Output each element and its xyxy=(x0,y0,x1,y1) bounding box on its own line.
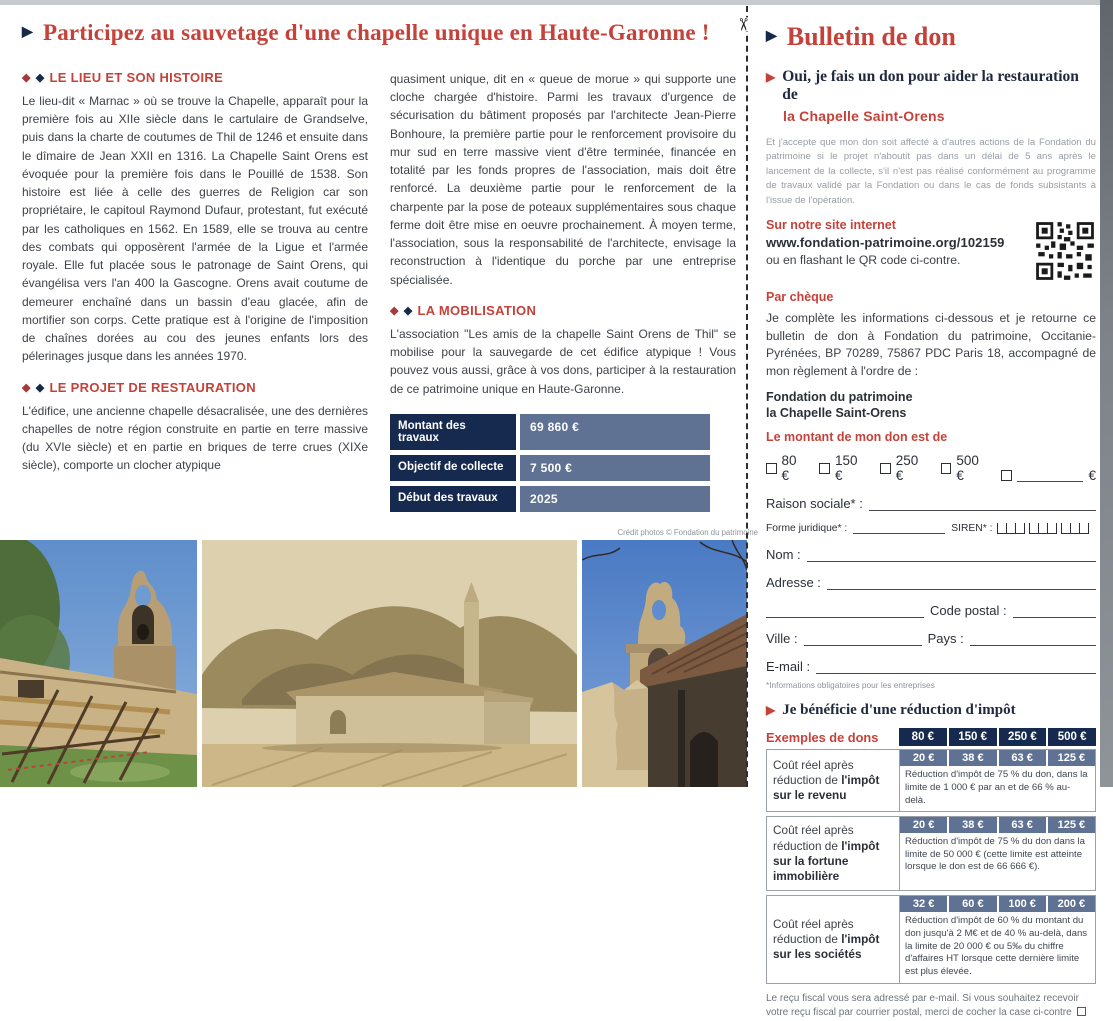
article-columns xyxy=(22,70,736,517)
pledge-line1: Oui, je fais un don pour aider la restauration de xyxy=(782,68,1079,103)
tax-value: 38 € xyxy=(949,750,996,766)
tax-row-revenu xyxy=(766,749,1096,812)
photo-bell-tower xyxy=(582,540,747,787)
tax-amount-header: 150 € xyxy=(949,728,997,746)
amount-label: 80 € xyxy=(781,453,797,484)
payee-line2: la Chapelle Saint-Orens xyxy=(766,405,907,420)
amount-option-500[interactable] xyxy=(941,453,989,483)
tax-value: 20 € xyxy=(900,817,947,833)
section-heading-mobilisation xyxy=(390,303,736,318)
stat-value: 7 500 € xyxy=(520,455,710,481)
field-label: Forme juridique* : xyxy=(766,523,848,535)
website-heading: Sur notre site internet xyxy=(766,217,896,232)
diamond-icon: ◆ xyxy=(35,381,45,394)
amount-heading: Le montant de mon don est de xyxy=(766,430,948,445)
checkbox-icon[interactable] xyxy=(1001,470,1012,481)
form-row-code-postal xyxy=(766,603,1096,618)
tax-label-prefix: Coût réel après réduction de xyxy=(773,823,854,853)
website-block xyxy=(766,218,1096,284)
field-label: Raison sociale* : xyxy=(766,496,863,512)
amount-label: 500 € xyxy=(956,453,979,484)
tax-value: 32 € xyxy=(900,896,947,912)
tax-value: 63 € xyxy=(999,750,1046,766)
tax-header-row xyxy=(766,728,1096,746)
ville-field[interactable] xyxy=(804,634,922,646)
receipt-note-text: Le reçu fiscal vous sera adressé par e-mail. Si vous souhaitez recevoir votre reçu fiscal par courrier postal, merci de cocher la case ci-contre xyxy=(766,992,1079,1019)
tax-value: 63 € xyxy=(999,817,1046,833)
diamond-icon: ◆ xyxy=(22,72,31,84)
tax-label-bold: l'impôt sur les sociétés xyxy=(773,931,880,962)
tax-heading-text: Je bénéficie d'une réduction d'impôt xyxy=(782,702,1016,719)
code-postal-field[interactable] xyxy=(1013,606,1096,618)
tax-value: 125 € xyxy=(1048,817,1095,833)
scan-top-edge xyxy=(0,0,1113,5)
field-label: Nom : xyxy=(766,547,801,563)
scissors-icon: ✂ xyxy=(733,17,753,32)
photo-chapel-sepia xyxy=(202,540,577,787)
article-column-1 xyxy=(22,70,368,517)
works-stats-table xyxy=(390,414,710,512)
tax-note: Réduction d'impôt de 75 % du don, dans la limite de 1 000 € par an et de 66 % au-delà. xyxy=(905,769,1088,806)
form-row-adresse xyxy=(766,575,1096,590)
form-row-email xyxy=(766,659,1096,674)
table-row xyxy=(390,455,710,481)
cheque-instructions: Je complète les informations ci-dessous et je retourne ce bulletin de don à Fondation du patrimoine, Occitanie-Pyrénées, BP 70289, 75867 PDC Paris 18, accompagné de mon règlement à l'ordre de : xyxy=(766,310,1096,379)
field-label: SIREN* : xyxy=(951,523,993,535)
form-row-nom xyxy=(766,547,1096,562)
forme-juridique-field[interactable] xyxy=(853,522,945,534)
amount-options xyxy=(766,453,1096,483)
amount-option-80[interactable] xyxy=(766,453,806,483)
required-fields-note: *Informations obligatoires pour les entreprises xyxy=(766,680,935,691)
triangle-bullet-icon: ▶ xyxy=(766,29,777,44)
tax-value: 200 € xyxy=(1048,896,1095,912)
tax-value: 20 € xyxy=(900,750,947,766)
form-row-forme-juridique xyxy=(766,522,1096,534)
tax-table xyxy=(766,728,1096,984)
tax-amount-header: 80 € xyxy=(899,728,947,746)
cut-line xyxy=(733,6,753,787)
nom-field[interactable] xyxy=(807,550,1096,562)
form-row-ville-pays xyxy=(766,631,1096,646)
section-heading-text: LA MOBILISATION xyxy=(417,302,537,318)
amount-option-custom[interactable] xyxy=(1001,468,1096,483)
photo-chapel-scaffolding xyxy=(0,540,197,787)
page-title xyxy=(22,20,736,46)
pays-field[interactable] xyxy=(970,634,1096,646)
field-label: Pays : xyxy=(927,631,964,647)
raison-sociale-field[interactable] xyxy=(869,499,1096,511)
article-column-2 xyxy=(390,70,736,517)
payee-line1: Fondation du patrimoine xyxy=(766,389,913,404)
payee-block xyxy=(766,389,1096,422)
field-label: Ville : xyxy=(766,631,798,647)
tax-row-fortune xyxy=(766,816,1096,891)
diamond-icon: ◆ xyxy=(403,304,413,317)
tax-label-bold: l'impôt sur la fortune immobilière xyxy=(773,838,880,884)
checkbox-icon[interactable] xyxy=(819,463,830,474)
tax-label-prefix: Coût réel après réduction de xyxy=(773,757,854,788)
bulletin-title-text: Bulletin de don xyxy=(786,22,956,51)
table-row xyxy=(390,414,710,450)
section-heading-lieu xyxy=(22,70,368,85)
amount-option-150[interactable] xyxy=(819,453,867,483)
tax-value: 100 € xyxy=(999,896,1046,912)
stat-label: Montant des travaux xyxy=(390,414,516,450)
tax-examples-label: Exemples de dons xyxy=(766,729,879,745)
field-label: Code postal : xyxy=(930,603,1007,619)
stat-value: 2025 xyxy=(520,486,710,512)
triangle-bullet-icon: ▶ xyxy=(766,703,776,718)
section-heading-text: LE PROJET DE RESTAURATION xyxy=(49,379,256,395)
triangle-bullet-icon: ▶ xyxy=(766,70,776,84)
pledge-heading xyxy=(766,68,1096,124)
checkbox-icon[interactable] xyxy=(766,463,777,474)
diamond-icon: ◆ xyxy=(22,381,31,394)
donation-url[interactable]: www.fondation-patrimoine.org/102159 xyxy=(766,234,1005,250)
scan-right-edge xyxy=(1100,0,1113,787)
paragraph-restauration-col1: L'édifice, une ancienne chapelle désacralisée, une des dernières chapelles de notre région construite en partie en terre massive (du XVIe siècle) et en partie en briques de terre crues (XIXe siècle), comporte un clocher atypique xyxy=(22,403,368,473)
paragraph-mobilisation: L'association "Les amis de la chapelle Saint Orens de Thil" se mobilise pour la sauvegarde de cet édifice atypique ! Vous pouvez vous aussi, grâce à vos dons, participer à la restauration de ce patrimoine unique en Haute-Garonne. xyxy=(390,326,736,396)
tax-value: 38 € xyxy=(949,817,996,833)
siren-field[interactable] xyxy=(998,523,1088,534)
bulletin-title xyxy=(766,22,1096,52)
stat-value: 69 860 € xyxy=(520,414,710,450)
field-label: E-mail : xyxy=(766,659,811,675)
table-row xyxy=(390,486,710,512)
tax-value: 125 € xyxy=(1048,750,1095,766)
receipt-checkbox[interactable] xyxy=(1077,1007,1086,1016)
amount-label: 250 € xyxy=(895,453,919,484)
tax-heading xyxy=(766,702,1096,719)
diamond-icon: ◆ xyxy=(35,72,45,84)
triangle-bullet-icon: ▶ xyxy=(22,25,33,40)
photo-strip xyxy=(0,540,747,787)
donation-panel xyxy=(766,22,1096,1021)
section-heading-restauration xyxy=(22,380,368,395)
stat-label: Début des travaux xyxy=(390,486,516,512)
form-row-raison-sociale xyxy=(766,496,1096,511)
euro-suffix: € xyxy=(1088,468,1096,484)
qr-note: ou en flashant le QR code ci-contre. xyxy=(766,252,961,267)
pledge-line2: la Chapelle Saint-Orens xyxy=(783,108,945,124)
field-label: Adresse : xyxy=(766,575,821,591)
tax-amount-header: 250 € xyxy=(999,728,1047,746)
stat-label: Objectif de collecte xyxy=(390,455,516,481)
article-panel xyxy=(22,20,758,537)
email-field[interactable] xyxy=(816,662,1096,674)
cheque-heading: Par chèque xyxy=(766,289,834,304)
tax-value: 60 € xyxy=(949,896,996,912)
paragraph-restauration-col2: quasiment unique, dit en « queue de morue » qui supporte une cloche chargée d'histoire. Parmi les travaux d'urgence de sécurisation du bâtiment proposés par l'architecte Jean-Pierre Bonhoure, la première partie pour le renforcement provisoire du mur sud en terre massive vient d'être terminée, financée en totalité par les fonds propres de l'association, mais doit être renforcé. La deuxième partie pour le renforcement de la charpente par la pose de poteaux supplémentaires sous chaque ferme doit être mise en oeuvre prochainement. À moyen terme, l'association, sous la responsabilité de l'architecte, envisage la reconstruction à l'identique du porche par une entreprise spécialisée. xyxy=(390,72,736,287)
tax-label-prefix: Coût réel après réduction de xyxy=(773,916,854,946)
tax-row-societes xyxy=(766,895,1096,983)
tax-amount-header: 500 € xyxy=(1048,728,1096,746)
photo-credit: Crédit photos © Fondation du patrimoine xyxy=(617,528,758,537)
checkbox-icon[interactable] xyxy=(941,463,952,474)
qr-code xyxy=(1034,220,1096,282)
amount-option-250[interactable] xyxy=(880,453,928,483)
amount-label: 150 € xyxy=(835,453,858,484)
adresse-suite-field[interactable] xyxy=(766,606,924,618)
tax-note: Réduction d'impôt de 60 % du montant du don jusqu'à 2 M€ et de 40 % au-delà, dans la limite de 20 000 € ou 5‰ du chiffre d'affaires HT lorsque cette dernière limite est plus élevée. xyxy=(905,915,1088,978)
section-heading-text: LE LIEU ET SON HISTOIRE xyxy=(49,70,224,85)
diamond-icon: ◆ xyxy=(390,304,399,317)
receipt-note xyxy=(766,992,1096,1021)
custom-amount-field[interactable] xyxy=(1017,469,1083,482)
page-title-text: Participez au sauvetage d'une chapelle unique en Haute-Garonne ! xyxy=(42,20,710,45)
tax-note: Réduction d'impôt de 75 % du don dans la limite de 50 000 € (cette limite est atteinte lorsque le don est de 66 666 €). xyxy=(905,836,1085,873)
disclaimer-text: Et j'accepte que mon don soit affecté à d'autres actions de la Fondation du patrimoine si le projet n'aboutit pas dans un délai de 5 ans après le lancement de la collecte, s'il n'est pas réalisé conformément au programme de travaux validé par la Fondation ou dans le cas de fonds subsistants à l'issue de l'opération. xyxy=(766,137,1096,206)
adresse-field[interactable] xyxy=(827,578,1096,590)
tax-label-bold: l'impôt sur le revenu xyxy=(773,773,880,803)
checkbox-icon[interactable] xyxy=(880,463,891,474)
paragraph-histoire: Le lieu-dit « Marnac » où se trouve la Chapelle, apparaît pour la première fois au XIIe siècle dans le cartulaire de Grandselve, puis dans la charte de coutumes de Thil de 1246 et ensuite dans le dîmaire de Jean XXII en 1316. La Chapelle Saint Orens est évoquée pour la première fois dans le Pouillé de 1538. Son histoire est liée à celle des guerres de Religion car son propriétaire, le capitoul Raymond Dufaur, protestant, fut exécuté par les catholiques en 1562. En 1589, elle se trouva au centre des combats qui opposèrent l'armée de la Ligue et l'armée royale. Elle fut placée sous le patronage de Saint Orens, qui évangélisa vers l'an 400 la Gascogne. Orens avait coutume de demeurer enchaîné dans un bassin d'eau glacée, afin de mortifier son corps. Cette pratique est à l'origine de l'imposition de chaînes dorées au cou des jeunes enfants lors des pélerinages jusque dans les années 1970. xyxy=(22,94,368,364)
